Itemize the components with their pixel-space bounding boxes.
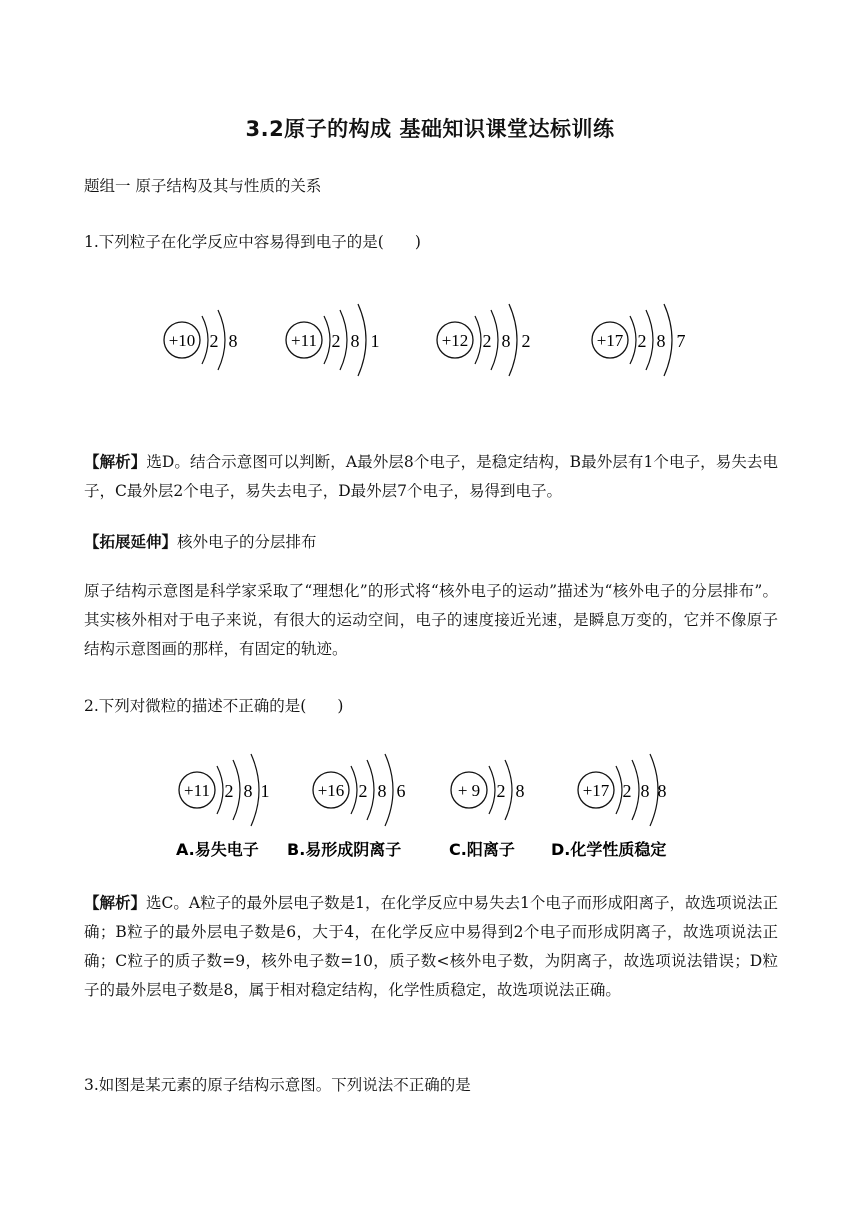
group-heading: 题组一 原子结构及其与性质的关系 xyxy=(84,177,322,195)
shell-count: 2 xyxy=(358,781,368,801)
shell-count: 8 xyxy=(657,781,667,801)
shell-count: 7 xyxy=(676,331,686,351)
extension-heading xyxy=(84,530,317,552)
extension-tag: 【拓展延伸】 xyxy=(84,532,178,551)
nucleus-label: +11 xyxy=(184,781,210,800)
nucleus-label: +12 xyxy=(441,331,469,350)
atom-diagram xyxy=(164,310,238,415)
extension-text: 原子结构示意图是科学家采取了“理想化”的形式将“核外电子的运动”描述为“核外电子的分层排布”。其实核外相对于电子来说，有很大的运动空间，电子的速度接近光速，是瞬息万变的，它并不像原子结构示意图画的那样，有固定的轨迹。 xyxy=(84,582,778,658)
nucleus-label: + 9 xyxy=(457,781,481,800)
analysis-tag: 【解析】 xyxy=(84,452,147,471)
shell-count: 8 xyxy=(350,331,360,351)
option-label: A.易失电子 xyxy=(176,840,259,859)
atom-diagram xyxy=(437,304,531,415)
q2-diagrams xyxy=(0,745,860,865)
q1-diagrams xyxy=(0,280,860,415)
extension-title: 核外电子的分层排布 xyxy=(177,533,317,551)
shell-count: 2 xyxy=(209,331,219,351)
shell-count: 2 xyxy=(482,331,492,351)
analysis-text: 选D。结合示意图可以判断，A最外层8个电子，是稳定结构，B最外层有1个电子，易失去电子，C最外层2个电子，易失去电子，D最外层7个电子，易得到电子。 xyxy=(84,453,778,500)
shell-count: 8 xyxy=(377,781,387,801)
analysis-text: 选C。A粒子的最外层电子数是1，在化学反应中易失去1个电子而形成阳离子，故选项说法正确；B粒子的最外层电子数是6，大于4，在化学反应中易得到2个电子而形成阴离子，故选项说法正确；C粒子的质子数=9，核外电子数=10，质子数<核外电子数，为阴离子，故选项说法错误；D粒子的最外层电子数是8，属于相对稳定结构，化学性质稳定，故选项说法正确。 xyxy=(84,894,778,999)
option-label: C.阳离子 xyxy=(449,840,515,859)
nucleus-label: +16 xyxy=(317,781,345,800)
shell-count: 8 xyxy=(656,331,666,351)
shell-count: 8 xyxy=(640,781,650,801)
shell-count: 2 xyxy=(521,331,531,351)
atom-diagram xyxy=(286,304,380,415)
shell-count: 8 xyxy=(515,781,525,801)
shell-count: 8 xyxy=(243,781,253,801)
atom-diagram xyxy=(313,754,406,826)
shell-count: 8 xyxy=(228,331,238,351)
atom-diagram xyxy=(179,754,270,826)
atom-diagram xyxy=(592,304,686,415)
shell-count: 2 xyxy=(622,781,632,801)
nucleus-label: +11 xyxy=(291,331,317,350)
shell-count: 2 xyxy=(224,781,234,801)
shell-count: 8 xyxy=(501,331,511,351)
question-1: 1.下列粒子在化学反应中容易得到电子的是( ) xyxy=(84,233,421,251)
shell-count: 1 xyxy=(260,781,270,801)
shell-count: 6 xyxy=(396,781,406,801)
nucleus-label: +17 xyxy=(582,781,610,800)
atom-diagram xyxy=(451,760,525,820)
question-3: 3.如图是某元素的原子结构示意图。下列说法不正确的是 xyxy=(84,1076,471,1094)
shell-count: 2 xyxy=(637,331,647,351)
option-label: B.易形成阴离子 xyxy=(287,840,402,859)
question-2: 2.下列对微粒的描述不正确的是( ) xyxy=(84,697,344,715)
q1-analysis xyxy=(84,447,778,506)
page-title: 3.2原子的构成 基础知识课堂达标训练 xyxy=(245,117,615,141)
atom-diagram xyxy=(578,754,667,826)
shell-count: 2 xyxy=(496,781,506,801)
shell-count: 1 xyxy=(370,331,380,351)
analysis-tag: 【解析】 xyxy=(84,893,147,912)
nucleus-label: +10 xyxy=(168,331,196,350)
option-label: D.化学性质稳定 xyxy=(551,840,667,859)
shell-count: 2 xyxy=(331,331,341,351)
q2-analysis xyxy=(84,888,778,1005)
nucleus-label: +17 xyxy=(596,331,624,350)
